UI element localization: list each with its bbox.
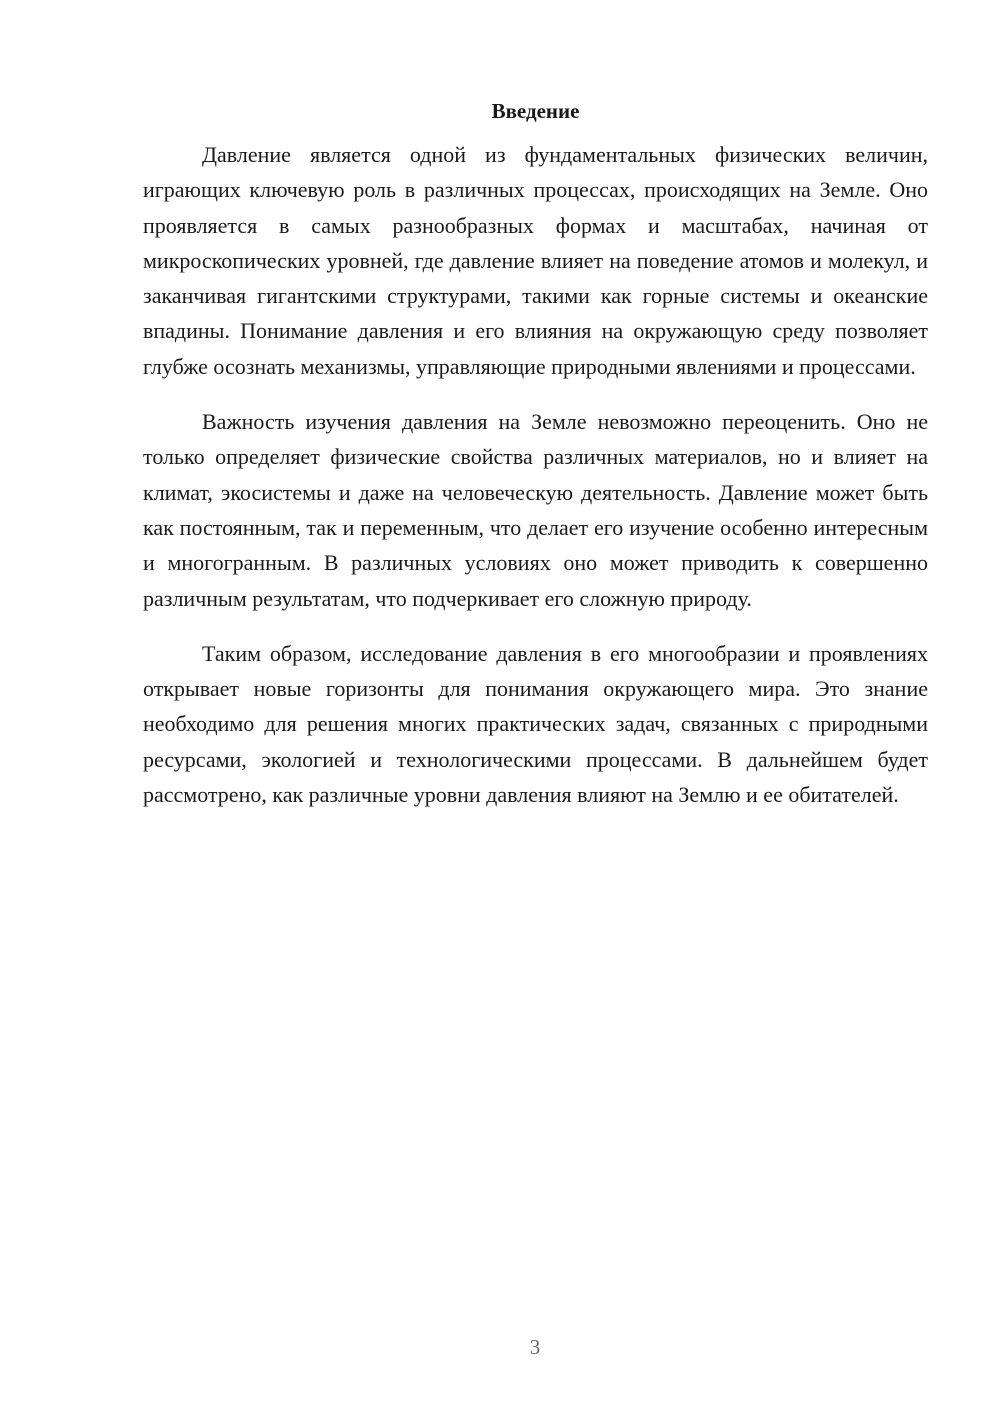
section-heading: Введение: [491, 99, 580, 123]
paragraph-3: Таким образом, исследование давления в его многообразии и проявлениях открывает новые горизонты для понимания окружающего мира. Это знание необходимо для решения многих практических задач, связанных с природными ресурсами, экологией и технологическими процессами. В дальнейшем будет рассмотрено, как различные уровни давления влияют на Землю и ее обитателей.: [143, 640, 928, 808]
paragraph-2: Важность изучения давления на Земле невозможно переоценить. Оно не только определяет физические свойства различных материалов, но и влияет на климат, экосистемы и даже на человеческую деятельность. Давление может быть как постоянным, так и переменным, что делает его изучение особенно интересным и многогранным. В различных условиях оно может приводить к совершенно различным результатам, что подчеркивает его сложную природу.: [143, 409, 928, 611]
page-content: [143, 96, 928, 832]
paragraph-1: Давление является одной из фундаментальных физических величин, играющих ключевую роль в различных процессах, происходящих на Земле. Оно проявляется в самых разнообразных формах и масштабах, начиная от микроскопических уровней, где давление влияет на поведение атомов и молекул, и заканчивая гигантскими структурами, такими как горные системы и океанские впадины. Понимание давления и его влияния на окружающую среду позволяет глубже осознать механизмы, управляющие природными явлениями и процессами.: [143, 142, 928, 379]
page-number: 3: [529, 1335, 541, 1359]
